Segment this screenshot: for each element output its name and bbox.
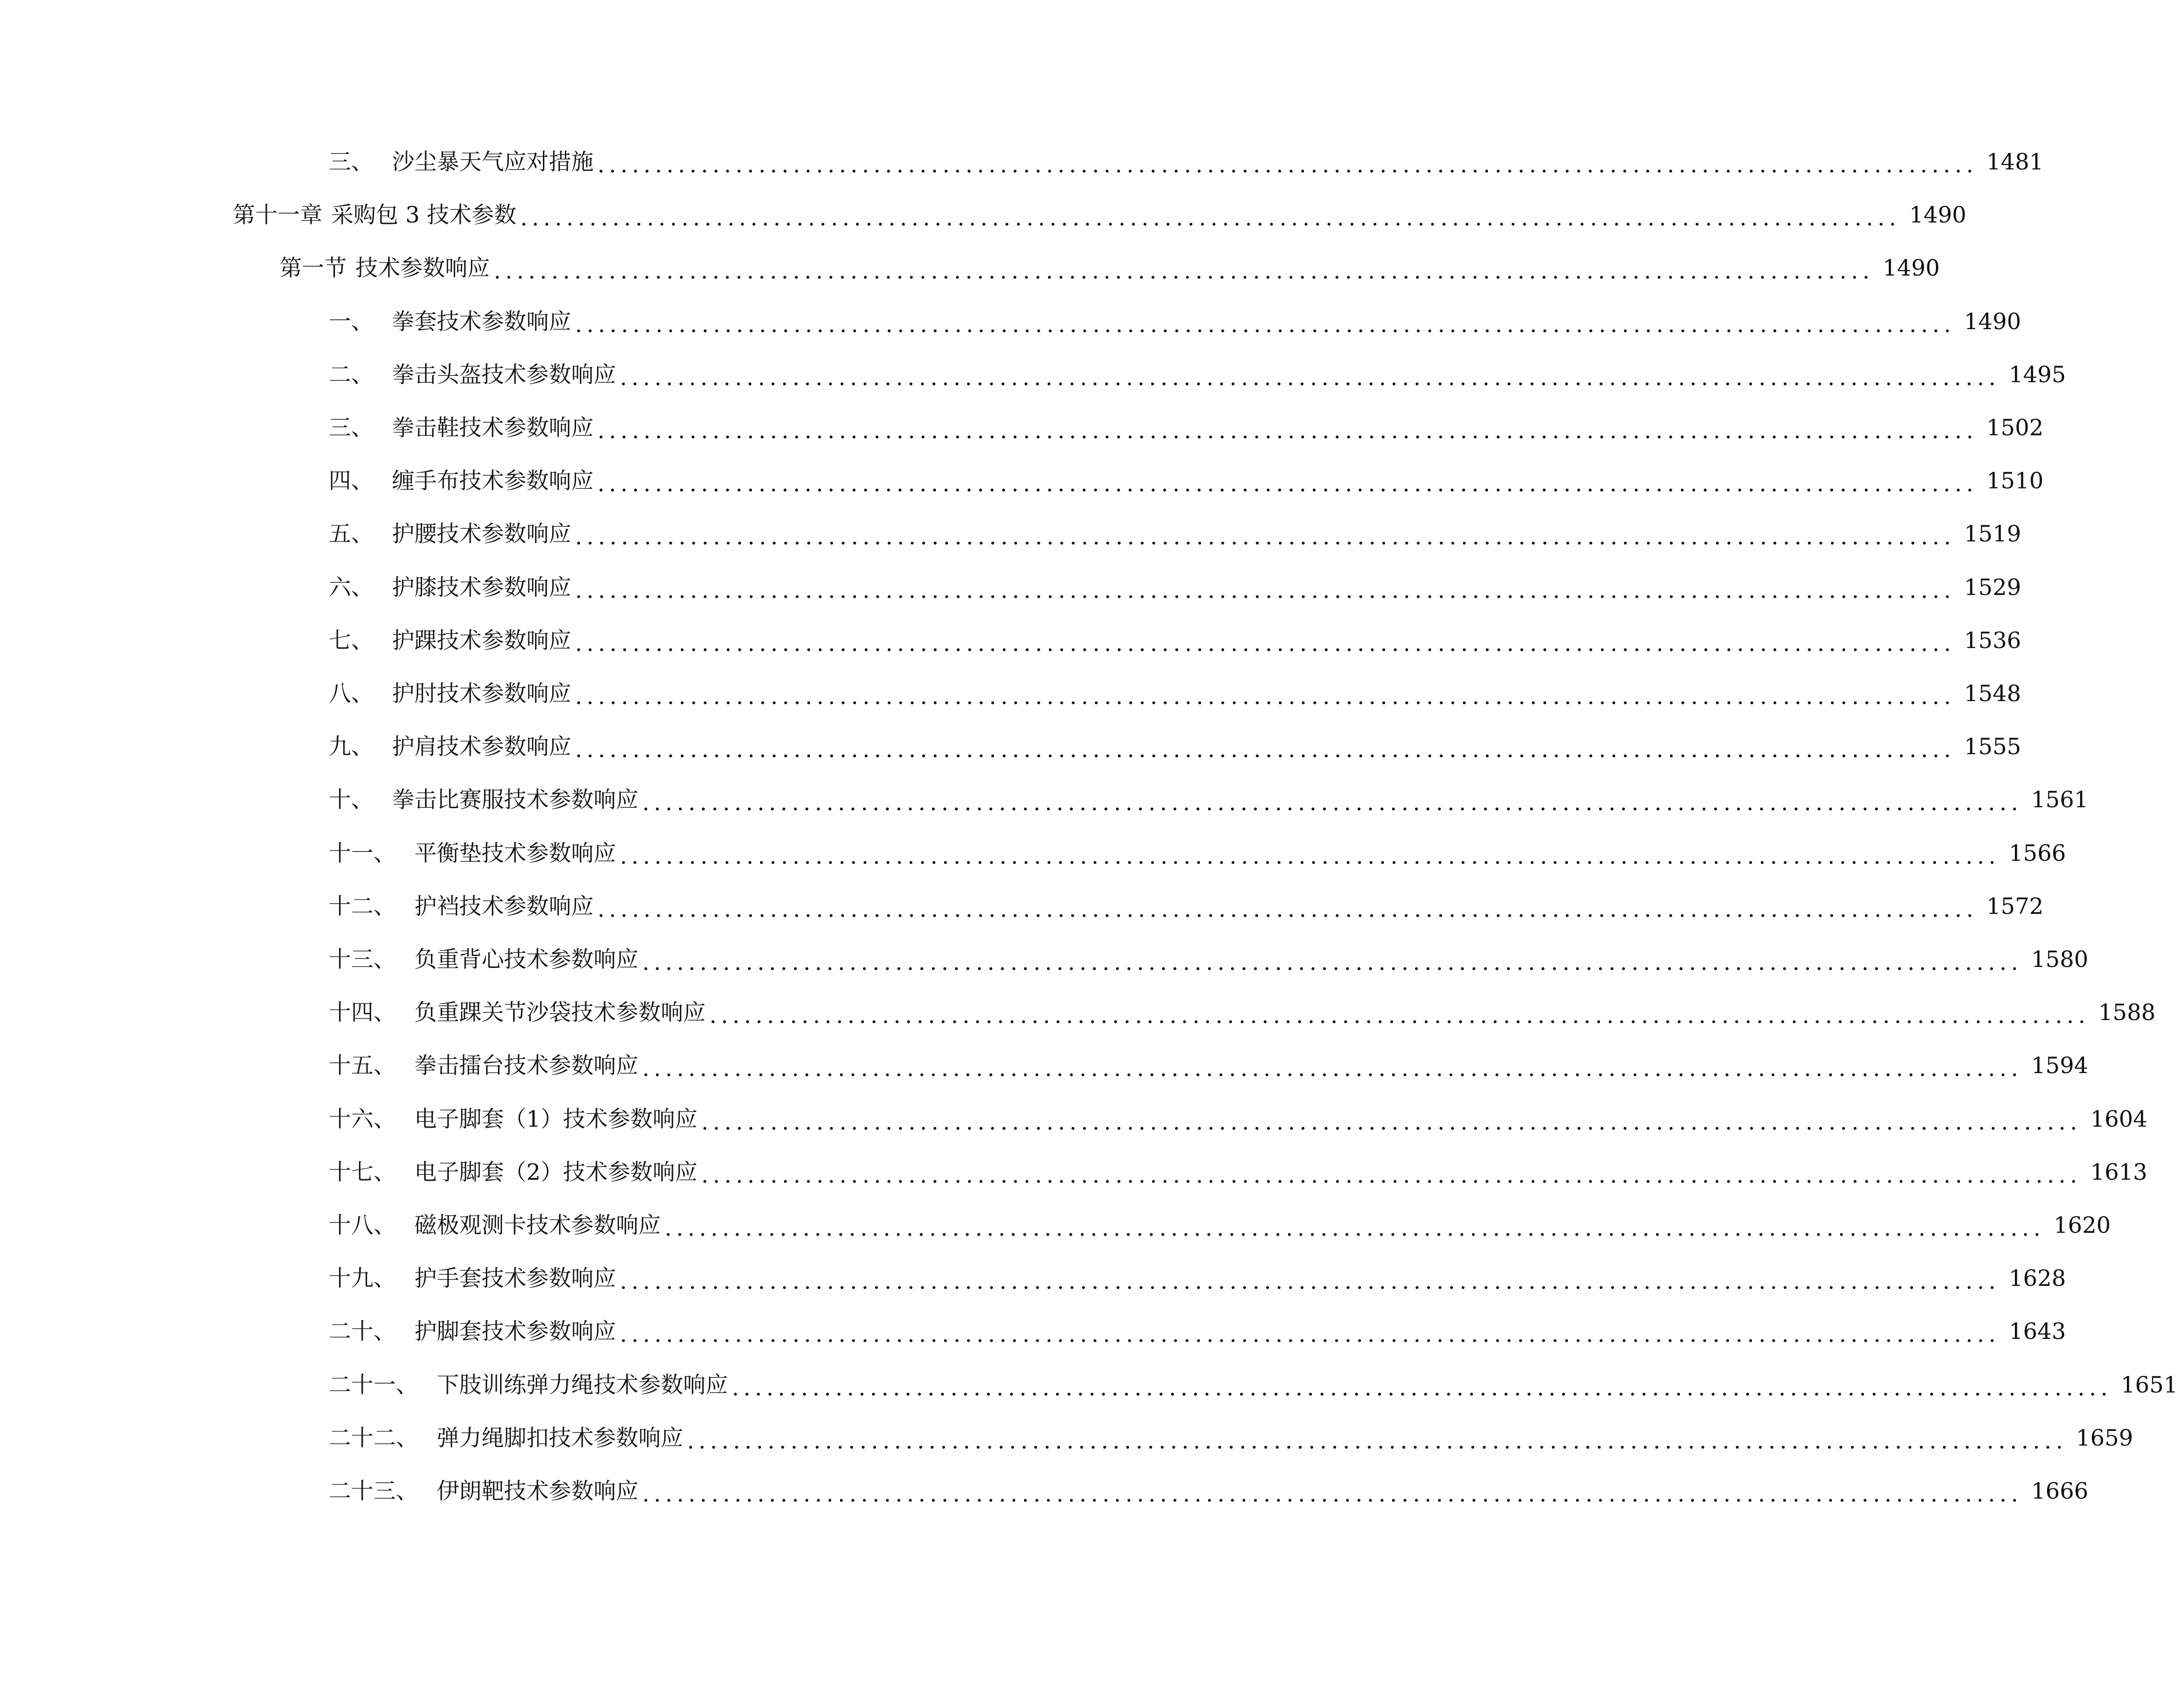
- toc-entry-page-number: 1580: [2031, 946, 2088, 972]
- toc-entry-page-number: 1572: [1986, 892, 2044, 919]
- toc-leader-dots: ........................................................................................................................: [701, 1161, 2082, 1188]
- toc-entry[interactable]: [329, 1152, 2148, 1191]
- toc-entry-page-number: 1555: [1964, 733, 2021, 760]
- toc-entry-title: 护脚套技术参数响应: [414, 1318, 616, 1345]
- toc-entry-number: 十七、: [329, 1158, 396, 1185]
- toc-entry-number: 二十二、: [329, 1424, 418, 1451]
- toc-leader-dots: ........................................................................................................................: [642, 949, 2023, 975]
- toc-entry-page-number: 1548: [1964, 680, 2021, 706]
- toc-leader-dots: ........................................................................................................................: [701, 1108, 2082, 1135]
- toc-entry-page-number: 1666: [2031, 1478, 2088, 1504]
- toc-entry-number: 六、: [329, 574, 373, 600]
- toc-entry-number: 第一节: [279, 255, 347, 281]
- toc-entry-number: 八、: [329, 680, 373, 706]
- toc-entry-page-number: 1604: [2090, 1105, 2148, 1132]
- toc-entry[interactable]: [233, 195, 1967, 234]
- toc-entry-title: 护手套技术参数响应: [414, 1265, 616, 1292]
- toc-entry-title: 护肩技术参数响应: [392, 733, 571, 760]
- toc-leader-dots: ........................................................................................................................: [665, 1215, 2045, 1241]
- toc-entry-title: 缠手布技术参数响应: [392, 467, 594, 494]
- toc-entry-number: 十二、: [329, 892, 396, 919]
- toc-entry-number: 九、: [329, 733, 373, 760]
- toc-entry-page-number: 1613: [2090, 1158, 2148, 1185]
- toc-entry-page-number: 1495: [2009, 361, 2066, 388]
- toc-entry-title: 下肢训练弹力绳技术参数响应: [437, 1371, 728, 1398]
- toc-entry[interactable]: [329, 1099, 2148, 1138]
- toc-entry[interactable]: [329, 993, 2156, 1032]
- toc-entry[interactable]: [329, 461, 2044, 500]
- toc-entry-title: 护踝技术参数响应: [392, 627, 571, 653]
- toc-entry[interactable]: [329, 142, 2044, 181]
- toc-entry-page-number: 1490: [1909, 202, 1967, 228]
- toc-leader-dots: ........................................................................................................................: [575, 311, 1955, 337]
- toc-entry-page-number: 1519: [1964, 520, 2021, 547]
- toc-entry-number: 一、: [329, 308, 373, 334]
- toc-leader-dots: ........................................................................................................................: [620, 1321, 2000, 1348]
- toc-leader-dots: ........................................................................................................................: [597, 895, 1978, 922]
- toc-entry-page-number: 1588: [2098, 999, 2156, 1026]
- toc-entry-title: 技术参数响应: [355, 255, 490, 281]
- toc-entry-title: 护裆技术参数响应: [414, 892, 594, 919]
- toc-entry-title: 采购包 3 技术参数: [331, 202, 517, 228]
- toc-leader-dots: ........................................................................................................................: [597, 151, 1978, 178]
- toc-entry-number: 十九、: [329, 1265, 396, 1292]
- toc-entry-title: 沙尘暴天气应对措施: [392, 149, 594, 175]
- toc-entry-page-number: 1536: [1964, 627, 2021, 653]
- toc-entry-number: 十一、: [329, 839, 396, 866]
- toc-entry-number: 二、: [329, 361, 373, 388]
- toc-leader-dots: ........................................................................................................................: [620, 1268, 2000, 1295]
- toc-entry-number: 二十、: [329, 1318, 396, 1345]
- toc-entry-title: 弹力绳脚扣技术参数响应: [437, 1424, 683, 1451]
- toc-entry-number: 十三、: [329, 946, 396, 972]
- toc-entry[interactable]: [329, 568, 2021, 607]
- toc-entry[interactable]: [329, 514, 2021, 553]
- toc-entry-page-number: 1561: [2031, 786, 2088, 813]
- toc-entry-page-number: 1566: [2009, 839, 2066, 866]
- toc-entry-title: 护肘技术参数响应: [392, 680, 571, 706]
- toc-entry-title: 护膝技术参数响应: [392, 574, 571, 600]
- toc-leader-dots: ........................................................................................................................: [597, 470, 1978, 497]
- toc-entry[interactable]: [329, 621, 2021, 660]
- toc-entry-number: 三、: [329, 414, 373, 441]
- toc-leader-dots: ........................................................................................................................: [494, 258, 1874, 284]
- toc-entry[interactable]: [329, 355, 2066, 394]
- toc-entry[interactable]: [329, 940, 2088, 979]
- toc-entry-title: 拳套技术参数响应: [392, 308, 571, 334]
- toc-entry-page-number: 1594: [2031, 1052, 2088, 1079]
- toc-leader-dots: ........................................................................................................................: [709, 1002, 2090, 1029]
- toc-entry-number: 二十一、: [329, 1371, 418, 1398]
- toc-entry-page-number: 1490: [1882, 255, 1940, 281]
- toc-leader-dots: ........................................................................................................................: [597, 417, 1978, 444]
- toc-entry[interactable]: [329, 1206, 2111, 1244]
- toc-entry-page-number: 1502: [1986, 414, 2044, 441]
- toc-entry-page-number: 1659: [2076, 1424, 2133, 1451]
- toc-entry[interactable]: [329, 1312, 2066, 1351]
- toc-leader-dots: ........................................................................................................................: [642, 1481, 2023, 1507]
- toc-leader-dots: ........................................................................................................................: [575, 576, 1955, 603]
- toc-entry-title: 拳击比赛服技术参数响应: [392, 786, 638, 813]
- toc-entry-number: 十六、: [329, 1105, 396, 1132]
- toc-entry-page-number: 1643: [2009, 1318, 2066, 1345]
- toc-leader-dots: ........................................................................................................................: [575, 630, 1955, 656]
- toc-entry-number: 十八、: [329, 1212, 396, 1238]
- toc-entry-number: 十五、: [329, 1052, 396, 1079]
- toc-entry[interactable]: [329, 780, 2088, 819]
- toc-entry-title: 平衡垫技术参数响应: [414, 839, 616, 866]
- toc-entry[interactable]: [329, 834, 2066, 873]
- toc-entry-title: 负重踝关节沙袋技术参数响应: [414, 999, 706, 1026]
- toc-entry-title: 磁极观测卡技术参数响应: [414, 1212, 661, 1238]
- toc-entry-page-number: 1510: [1986, 467, 2044, 494]
- toc-entry-title: 拳击鞋技术参数响应: [392, 414, 594, 441]
- toc-entry-number: 十、: [329, 786, 373, 813]
- toc-entry-title: 伊朗靶技术参数响应: [437, 1478, 638, 1504]
- toc-leader-dots: ........................................................................................................................: [642, 1055, 2023, 1082]
- toc-leader-dots: ........................................................................................................................: [687, 1427, 2067, 1454]
- toc-entry-number: 第十一章: [233, 202, 322, 228]
- toc-entry-title: 负重背心技术参数响应: [414, 946, 638, 972]
- toc-entry-page-number: 1651: [2121, 1371, 2178, 1398]
- toc-entry[interactable]: [329, 408, 2044, 447]
- toc-entry-title: 电子脚套（1）技术参数响应: [414, 1105, 698, 1132]
- toc-leader-dots: ........................................................................................................................: [620, 364, 2000, 390]
- toc-entry-title: 护腰技术参数响应: [392, 520, 571, 547]
- toc-entry-number: 二十三、: [329, 1478, 418, 1504]
- toc-entry[interactable]: [329, 1259, 2066, 1298]
- toc-leader-dots: ........................................................................................................................: [575, 523, 1955, 550]
- toc-leader-dots: ........................................................................................................................: [642, 789, 2023, 816]
- toc-entry[interactable]: [329, 887, 2044, 926]
- toc-entry[interactable]: [329, 1046, 2088, 1085]
- toc-entry-title: 拳击擂台技术参数响应: [414, 1052, 638, 1079]
- toc-entry-number: 七、: [329, 627, 373, 653]
- toc-entry-number: 十四、: [329, 999, 396, 1026]
- toc-entry-page-number: 1490: [1964, 308, 2021, 334]
- toc-entry-number: 四、: [329, 467, 373, 494]
- toc-leader-dots: ........................................................................................................................: [520, 204, 1901, 231]
- toc-leader-dots: ........................................................................................................................: [575, 736, 1955, 763]
- toc-leader-dots: ........................................................................................................................: [575, 683, 1955, 709]
- toc-entry[interactable]: [329, 1418, 2133, 1457]
- toc-entry-number: 五、: [329, 520, 373, 547]
- toc-entry[interactable]: [329, 727, 2021, 766]
- toc-entry-number: 三、: [329, 149, 373, 175]
- toc-entry[interactable]: [279, 248, 1940, 287]
- toc-entry-page-number: 1481: [1986, 149, 2044, 175]
- toc-entry-page-number: 1620: [2053, 1212, 2111, 1238]
- toc-entry-title: 拳击头盔技术参数响应: [392, 361, 616, 388]
- toc-entry-title: 电子脚套（2）技术参数响应: [414, 1158, 698, 1185]
- toc-leader-dots: ........................................................................................................................: [620, 842, 2000, 869]
- toc-entry[interactable]: [329, 1365, 2178, 1404]
- toc-entry[interactable]: [329, 302, 2021, 341]
- toc-entry-page-number: 1529: [1964, 574, 2021, 600]
- toc-entry[interactable]: [329, 674, 2021, 713]
- toc-entry-page-number: 1628: [2009, 1265, 2066, 1292]
- toc-entry[interactable]: [329, 1471, 2088, 1510]
- toc-leader-dots: ........................................................................................................................: [732, 1374, 2112, 1401]
